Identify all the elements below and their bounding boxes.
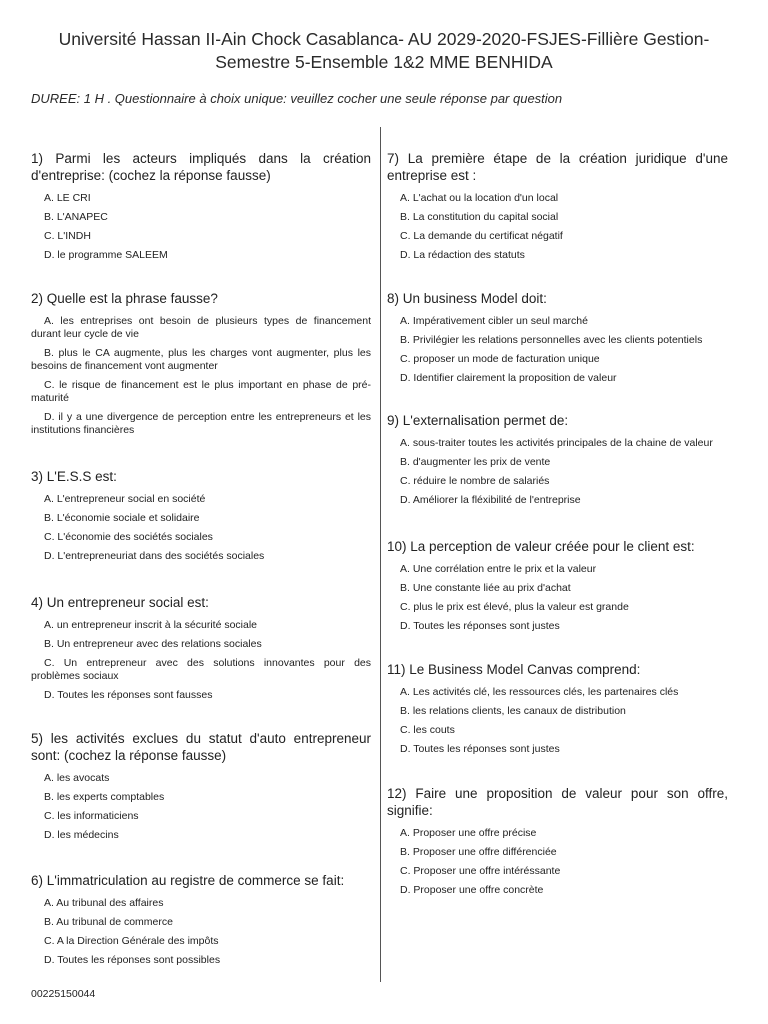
question-1: [31, 150, 371, 268]
option-d[interactable]: D. Améliorer la fléxibilité de l'entreprise: [400, 494, 581, 506]
option-b[interactable]: B. d'augmenter les prix de vente: [400, 456, 551, 468]
option-c[interactable]: C. L'économie des sociétés sociales: [44, 531, 213, 543]
question-text: 4) Un entrepreneur social est:: [31, 595, 209, 610]
option-a[interactable]: A. Proposer une offre précise: [400, 827, 537, 839]
document-code: 00225150044: [31, 988, 96, 1000]
option-a[interactable]: A. Une corrélation entre le prix et la valeur: [400, 563, 597, 575]
question-text: 10) La perception de valeur créée pour le client est:: [387, 539, 695, 554]
option-b[interactable]: B. Au tribunal de commerce: [44, 916, 173, 928]
option-b[interactable]: B. L'économie sociale et solidaire: [44, 512, 200, 524]
question-text: 5) les activités exclues du statut d'auto entrepreneur sont: (cochez la réponse fausse): [31, 731, 371, 763]
option-c[interactable]: C. L'INDH: [44, 230, 91, 242]
question-2: [31, 290, 371, 443]
option-c[interactable]: C. réduire le nombre de salariés: [400, 475, 550, 487]
option-a[interactable]: A. L'entrepreneur social en société: [44, 493, 206, 505]
question-8: [387, 290, 728, 391]
question-11: [387, 661, 728, 762]
question-10: [387, 538, 728, 639]
header-line-1: Université Hassan II-Ain Chock Casablanca- AU 2029-2020-FSJES-Fillière Gestion-: [58, 29, 710, 49]
option-d[interactable]: D. La rédaction des statuts: [400, 249, 525, 261]
option-d[interactable]: D. Toutes les réponses sont fausses: [44, 689, 213, 701]
question-3: [31, 468, 371, 569]
question-text: 3) L'E.S.S est:: [31, 469, 117, 484]
option-d[interactable]: D. Toutes les réponses sont possibles: [44, 954, 221, 966]
option-c[interactable]: C. Un entrepreneur avec des solutions innovantes pour des problèmes sociaux: [31, 657, 371, 682]
option-b[interactable]: B. les relations clients, les canaux de distribution: [400, 705, 626, 717]
option-c[interactable]: C. les couts: [400, 724, 455, 736]
question-text: 8) Un business Model doit:: [387, 291, 547, 306]
question-text: 9) L'externalisation permet de:: [387, 413, 569, 428]
option-b[interactable]: B. L'ANAPEC: [44, 211, 108, 223]
question-6: [31, 872, 371, 973]
column-divider: [380, 127, 381, 982]
option-c[interactable]: C. Proposer une offre intéréssante: [400, 865, 561, 877]
question-9: [387, 412, 728, 513]
option-b[interactable]: B. plus le CA augmente, plus les charges vont augmenter, plus les besoins de financement vont augmenter: [31, 347, 371, 372]
document-header: [20, 28, 748, 74]
instructions: DUREE: 1 H . Questionnaire à choix unique: veuillez cocher une seule réponse par question: [31, 91, 563, 106]
option-c[interactable]: C. plus le prix est élevé, plus la valeur est grande: [400, 601, 629, 613]
option-d[interactable]: D. L'entrepreneuriat dans des sociétés sociales: [44, 550, 265, 562]
question-5: [31, 730, 371, 848]
option-d[interactable]: D. il y a une divergence de perception entre les entrepreneurs et les institutions financières: [31, 411, 371, 436]
option-d[interactable]: D. les médecins: [44, 829, 119, 841]
option-b[interactable]: B. Proposer une offre différenciée: [400, 846, 557, 858]
option-a[interactable]: A. L'achat ou la location d'un local: [400, 192, 559, 204]
question-text: 6) L'immatriculation au registre de commerce se fait:: [31, 873, 345, 888]
option-c[interactable]: C. proposer un mode de facturation unique: [400, 353, 600, 365]
question-7: [387, 150, 728, 268]
option-c[interactable]: C. le risque de financement est le plus important en phase de pré-maturité: [31, 379, 371, 404]
option-a[interactable]: A. Impérativement cibler un seul marché: [400, 315, 588, 327]
question-text: 12) Faire une proposition de valeur pour son offre, signifie:: [387, 786, 728, 818]
option-c[interactable]: C. A la Direction Générale des impôts: [44, 935, 219, 947]
option-b[interactable]: B. La constitution du capital social: [400, 211, 559, 223]
option-a[interactable]: A. les avocats: [44, 772, 110, 784]
question-text: 11) Le Business Model Canvas comprend:: [387, 662, 641, 677]
question-12: [387, 785, 728, 903]
option-a[interactable]: A. Au tribunal des affaires: [44, 897, 164, 909]
option-d[interactable]: D. Toutes les réponses sont justes: [400, 743, 560, 755]
option-d[interactable]: D. Proposer une offre concrète: [400, 884, 544, 896]
option-a[interactable]: A. LE CRI: [44, 192, 91, 204]
question-text: 2) Quelle est la phrase fausse?: [31, 291, 218, 306]
option-c[interactable]: C. les informaticiens: [44, 810, 139, 822]
option-c[interactable]: C. La demande du certificat négatif: [400, 230, 563, 242]
question-text: 7) La première étape de la création juridique d'une entreprise est :: [387, 151, 728, 183]
option-d[interactable]: D. Identifier clairement la proposition de valeur: [400, 372, 617, 384]
option-a[interactable]: A. Les activités clé, les ressources clés, les partenaires clés: [400, 686, 679, 698]
question-text: 1) Parmi les acteurs impliqués dans la création d'entreprise: (cochez la réponse fausse): [31, 151, 371, 183]
option-a[interactable]: A. sous-traiter toutes les activités principales de la chaine de valeur: [400, 437, 713, 449]
option-a[interactable]: A. un entrepreneur inscrit à la sécurité sociale: [44, 619, 258, 631]
header-line-2: Semestre 5-Ensemble 1&2 MME BENHIDA: [215, 52, 553, 72]
option-b[interactable]: B. les experts comptables: [44, 791, 165, 803]
option-b[interactable]: B. Un entrepreneur avec des relations sociales: [44, 638, 262, 650]
question-4: [31, 594, 371, 708]
option-a[interactable]: A. les entreprises ont besoin de plusieurs types de financement durant leur cycle de vie: [31, 315, 371, 340]
option-b[interactable]: B. Une constante liée au prix d'achat: [400, 582, 571, 594]
option-d[interactable]: D. le programme SALEEM: [44, 249, 168, 261]
option-b[interactable]: B. Privilégier les relations personnelles avec les clients potentiels: [400, 334, 703, 346]
option-d[interactable]: D. Toutes les réponses sont justes: [400, 620, 560, 632]
